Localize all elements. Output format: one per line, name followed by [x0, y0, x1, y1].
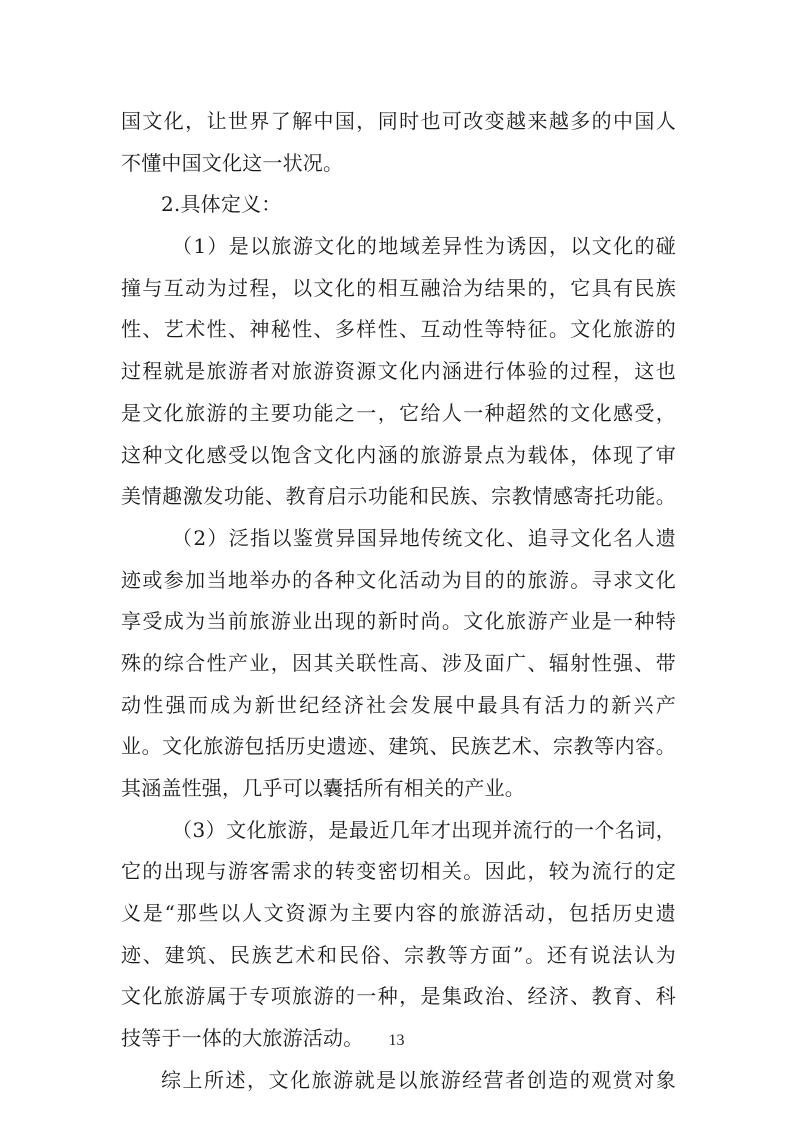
text-line: （2）泛指以鉴赏异国异地传统文化、追寻文化名人遗 — [172, 525, 676, 550]
text-line: 迹或参加当地举办的各种文化活动为目的的旅游。寻求文化 — [121, 567, 676, 592]
text-line: （3）文化旅游，是最近几年才出现并流行的一个名词， — [172, 817, 676, 842]
text-line: 是文化旅游的主要功能之一，它给人一种超然的文化感受， — [121, 400, 676, 425]
text-line: 它的出现与游客需求的转变密切相关。因此，较为流行的定 — [121, 859, 676, 884]
text-line: 美情趣激发功能、教育启示功能和民族、宗教情感寄托功能。 — [121, 484, 676, 509]
text-line: 这种文化感受以饱含文化内涵的旅游景点为载体，体现了审 — [121, 442, 676, 467]
text-line: 享受成为当前旅游业出现的新时尚。文化旅游产业是一种特 — [121, 609, 676, 634]
body-text — [121, 101, 676, 1102]
text-line: 技等于一体的大旅游活动。 — [121, 1026, 364, 1051]
text-line: 国文化，让世界了解中国，同时也可改变越来越多的中国人 — [121, 109, 676, 133]
text-line: 不懂中国文化这一状况。 — [121, 150, 344, 175]
text-line: 综上所述，文化旅游就是以旅游经营者创造的观赏对象 — [161, 1067, 676, 1092]
text-line: 文化旅游属于专项旅游的一种，是集政治、经济、教育、科 — [121, 984, 676, 1009]
section-heading: 2.具体定义： — [161, 192, 282, 217]
text-line: 迹、建筑、民族艺术和民俗、宗教等方面”。还有说法认为 — [121, 942, 676, 967]
page-number: 13 — [388, 1032, 405, 1049]
text-line: 撞与互动为过程，以文化的相互融洽为结果的，它具有民族 — [121, 275, 676, 300]
text-line: 义是“那些以人文资源为主要内容的旅游活动，包括历史遗 — [121, 901, 676, 926]
text-line: 动性强而成为新世纪经济社会发展中最具有活力的新兴产 — [121, 692, 676, 717]
text-line: 殊的综合性产业，因其关联性高、涉及面广、辐射性强、带 — [121, 650, 676, 675]
text-line: 性、艺术性、神秘性、多样性、互动性等特征。文化旅游的 — [121, 317, 676, 342]
text-line: （1）是以旅游文化的地域差异性为诱因，以文化的碰 — [172, 234, 676, 259]
text-line: 业。文化旅游包括历史遗迹、建筑、民族艺术、宗教等内容。 — [121, 734, 676, 759]
text-line: 其涵盖性强，几乎可以囊括所有相关的产业。 — [121, 776, 525, 800]
text-line: 过程就是旅游者对旅游资源文化内涵进行体验的过程，这也 — [121, 359, 676, 384]
